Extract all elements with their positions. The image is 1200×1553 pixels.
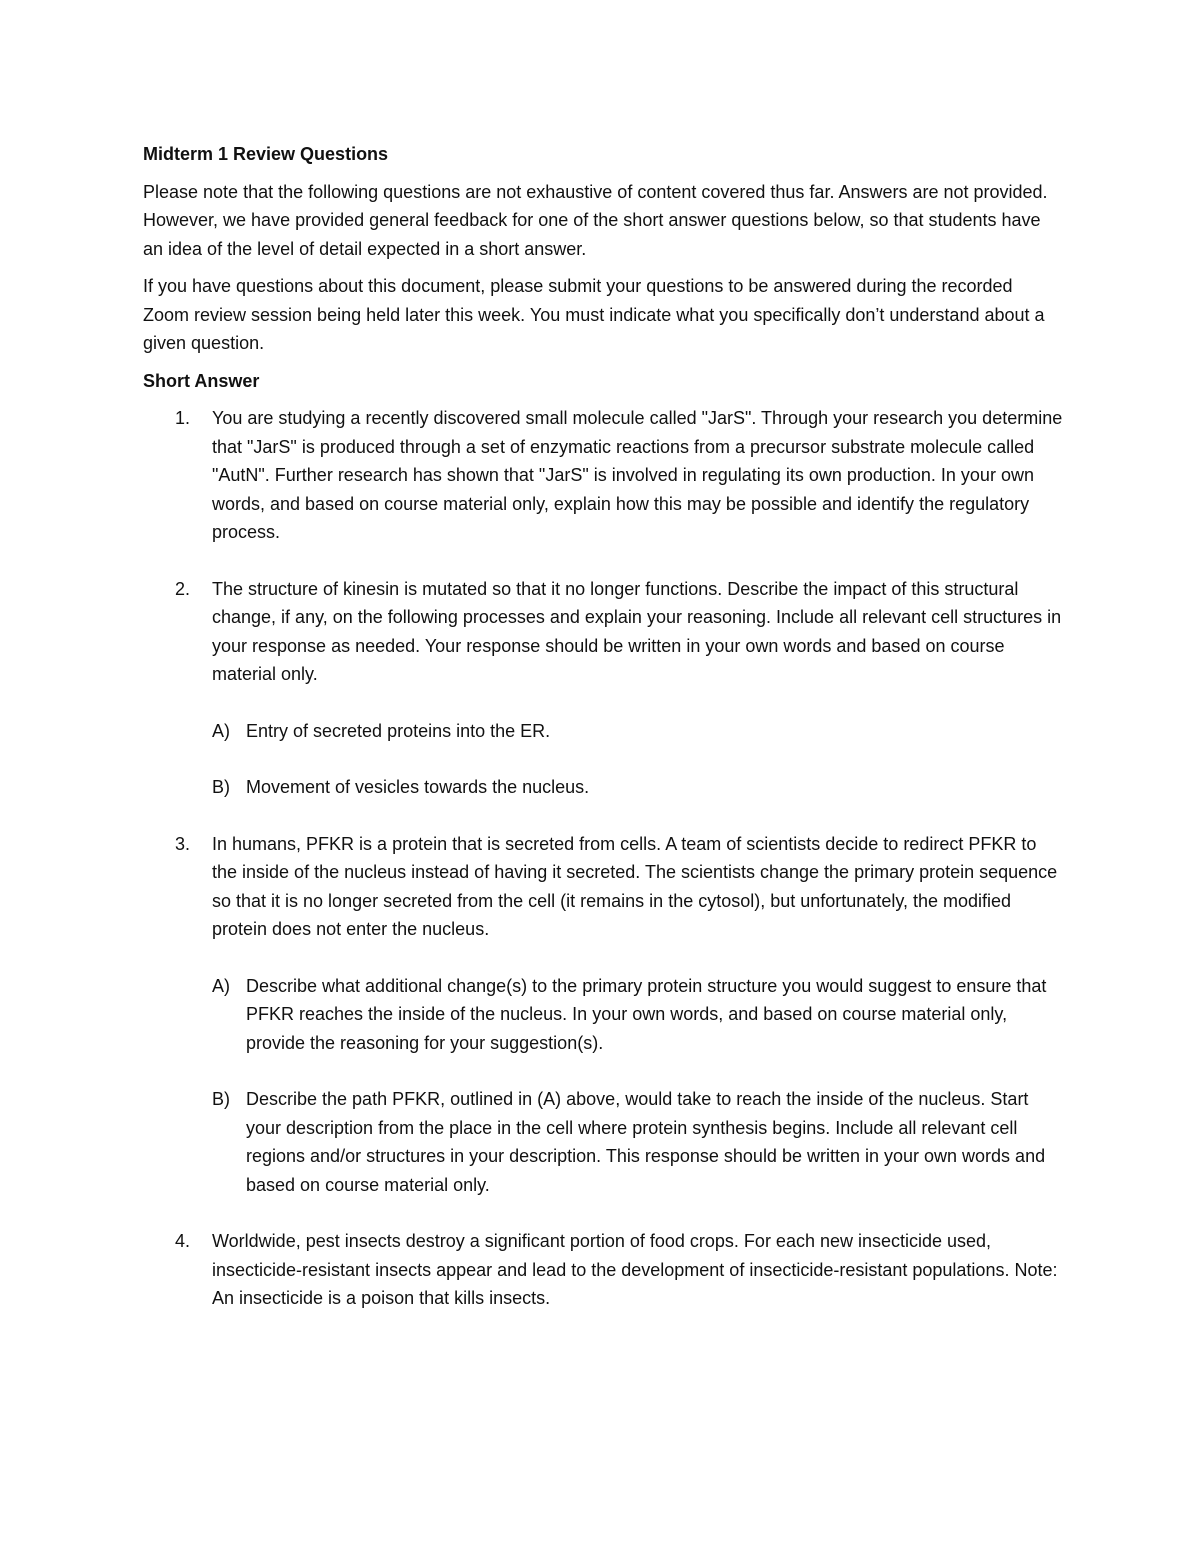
question-3 xyxy=(143,830,1063,944)
question-text: Worldwide, pest insects destroy a significant portion of food crops. For each new insecticide used, insecticide-resistant insects appear and lead to the development of insecticide-resistant populations. Note: An insecticide is a poison that kills insects. xyxy=(212,1231,1058,1308)
part-text: Entry of secreted proteins into the ER. xyxy=(246,720,551,741)
intro-paragraph-1: Please note that the following questions are not exhaustive of content covered thus far. Answers are not provided. However, we have provided general feedback for one of the short answer questions below, so that students have an idea of the level of detail expected in a short answer. xyxy=(143,181,1048,259)
part-label: B) xyxy=(212,777,230,797)
question-number: 4. xyxy=(175,1231,191,1251)
question-2-part-a xyxy=(212,717,1063,746)
question-number: 1. xyxy=(175,408,191,428)
document-title: Midterm 1 Review Questions xyxy=(143,144,389,164)
document-page xyxy=(143,140,1063,1313)
part-text: Describe the path PFKR, outlined in (A) above, would take to reach the inside of the nucleus. Start your description from the place in the cell where protein synthesis begins. Include all relevant cell regions and/or structures in your description. This response should be written in your own words and based on course material only. xyxy=(246,1089,1046,1195)
question-number: 2. xyxy=(175,578,191,599)
question-2 xyxy=(143,575,1063,689)
question-number: 3. xyxy=(175,833,191,854)
part-label: B) xyxy=(212,1089,230,1109)
question-text: In humans, PFKR is a protein that is secreted from cells. A team of scientists decide to redirect PFKR to the inside of the nucleus instead of having it secreted. The scientists change the primary protein sequence so that it is no longer secreted from the cell (it remains in the cytosol), but unfortunately, the modified protein does not enter the nucleus. xyxy=(212,833,1058,939)
section-heading-short-answer: Short Answer xyxy=(143,370,260,391)
question-4 xyxy=(143,1227,1063,1313)
question-text: You are studying a recently discovered small molecule called "JarS". Through your research you determine that "JarS" is produced through a set of enzymatic reactions from a precursor substrate molecule called "AutN". Further research has shown that "JarS" is involved in regulating its own production. In your own words, and based on course material only, explain how this may be possible and identify the regulatory process. xyxy=(212,408,1063,542)
part-label: A) xyxy=(212,720,230,741)
part-label: A) xyxy=(212,975,230,996)
question-3-part-a xyxy=(212,972,1063,1058)
part-text: Movement of vesicles towards the nucleus. xyxy=(246,777,590,797)
question-3-part-b xyxy=(212,1085,1063,1199)
intro-paragraph-2: If you have questions about this document, please submit your questions to be answered during the recorded Zoom review session being held later this week. You must indicate what you specifically don’t understand about a given question. xyxy=(143,276,1045,353)
question-2-part-b xyxy=(212,773,1063,802)
question-1 xyxy=(143,404,1063,547)
question-text: The structure of kinesin is mutated so that it no longer functions. Describe the impact of this structural change, if any, on the following processes and explain your reasoning. Include all relevant cell structures in your response as needed. Your response should be written in your own words and based on course material only. xyxy=(212,578,1062,684)
part-text: Describe what additional change(s) to the primary protein structure you would suggest to ensure that PFKR reaches the inside of the nucleus. In your own words, and based on course material only, provide the reasoning for your suggestion(s). xyxy=(246,975,1047,1053)
